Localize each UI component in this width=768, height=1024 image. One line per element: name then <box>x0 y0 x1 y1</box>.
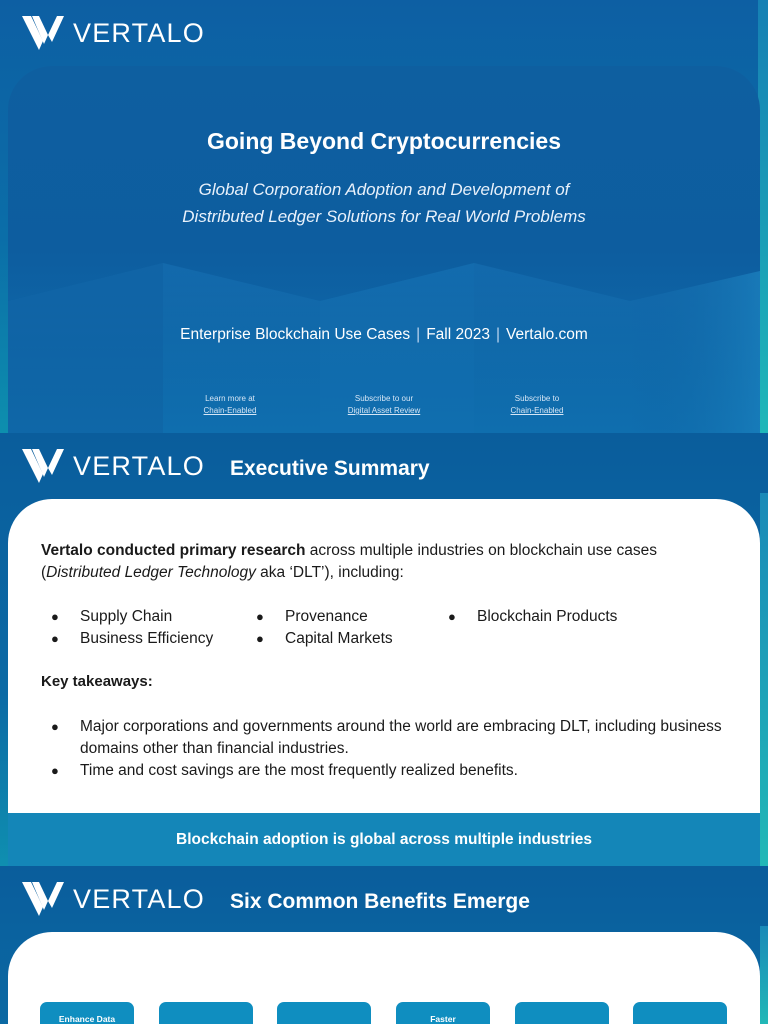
vertalo-logo <box>22 449 205 483</box>
intro-text: aka ‘DLT’), including: <box>255 564 404 581</box>
list-item: ● Supply Chain <box>41 606 213 628</box>
benefits-slide <box>0 866 768 1024</box>
cta-subscribe-chain <box>467 393 607 417</box>
list-item: ● Major corporations and governments around the world are embracing DLT, including business domains other than financial industries. <box>41 716 731 760</box>
section-title: Executive Summary <box>230 457 430 480</box>
cta-learn-more <box>160 393 300 417</box>
cover-tagline <box>8 326 760 344</box>
subtitle-line: Distributed Ledger Solutions for Real World Problems <box>182 207 586 226</box>
summary-intro <box>41 540 721 584</box>
list-item: ● Business Efficiency <box>41 628 213 650</box>
list-item: ● Blockchain Products <box>438 606 617 628</box>
cta-link[interactable]: Chain-Enabled <box>203 406 257 415</box>
cta-label: Learn more at <box>205 394 255 403</box>
tagline-link[interactable]: Vertalo.com <box>506 326 588 343</box>
cta-subscribe-review <box>314 393 454 417</box>
summary-banner: Blockchain adoption is global across multiple industries <box>8 813 760 866</box>
tagline-separator: | <box>416 326 421 343</box>
tagline-part: Enterprise Blockchain Use Cases <box>180 326 411 343</box>
executive-summary-slide <box>0 433 768 866</box>
summary-card <box>8 499 760 813</box>
brand-wordmark: VERTALO <box>73 17 205 48</box>
benefit-card <box>515 1002 609 1024</box>
benefit-card <box>159 1002 253 1024</box>
vertalo-logo <box>22 16 205 50</box>
industry-list <box>41 606 213 650</box>
tagline-part: Fall 2023 <box>426 326 490 343</box>
cover-subtitle <box>8 176 760 230</box>
cover-hero-panel <box>8 66 760 433</box>
cta-label: Subscribe to our <box>354 394 414 403</box>
intro-italic: Distributed Ledger Technology <box>46 564 256 581</box>
industry-list <box>246 606 393 650</box>
vertalo-v-mark-icon <box>22 882 64 916</box>
takeaways-list <box>41 716 731 782</box>
slide-edge-accent <box>760 926 768 1024</box>
brand-wordmark: VERTALO <box>73 450 205 481</box>
intro-text: across multiple industries on blockchain use cases ( <box>41 542 657 581</box>
vertalo-v-mark-icon <box>22 16 64 50</box>
cover-background-shapes <box>8 66 760 433</box>
subtitle-line: Global Corporation Adoption and Development of <box>198 180 570 199</box>
benefit-card <box>277 1002 371 1024</box>
benefit-card: Faster <box>396 1002 490 1024</box>
section-title: Six Common Benefits Emerge <box>230 890 530 913</box>
benefit-card <box>633 1002 727 1024</box>
list-item: ● Time and cost savings are the most frequently realized benefits. <box>41 760 731 782</box>
cover-slide <box>0 0 768 433</box>
slide-edge-accent <box>760 493 768 866</box>
brand-wordmark: VERTALO <box>73 883 205 914</box>
intro-bold: Vertalo conducted primary research <box>41 542 306 559</box>
vertalo-logo <box>22 882 205 916</box>
cover-title: Going Beyond Cryptocurrencies <box>206 128 561 154</box>
key-takeaways-label: Key takeaways: <box>41 673 153 690</box>
list-item: ● Capital Markets <box>246 628 393 650</box>
cta-link[interactable]: Digital Asset Review <box>347 406 421 415</box>
benefit-card: Enhance Data <box>40 1002 134 1024</box>
cta-label: Subscribe to <box>514 394 560 403</box>
industry-list <box>438 606 617 628</box>
cta-link[interactable]: Chain-Enabled <box>510 406 564 415</box>
tagline-separator: | <box>495 326 500 343</box>
vertalo-v-mark-icon <box>22 449 64 483</box>
list-item: ● Provenance <box>246 606 393 628</box>
